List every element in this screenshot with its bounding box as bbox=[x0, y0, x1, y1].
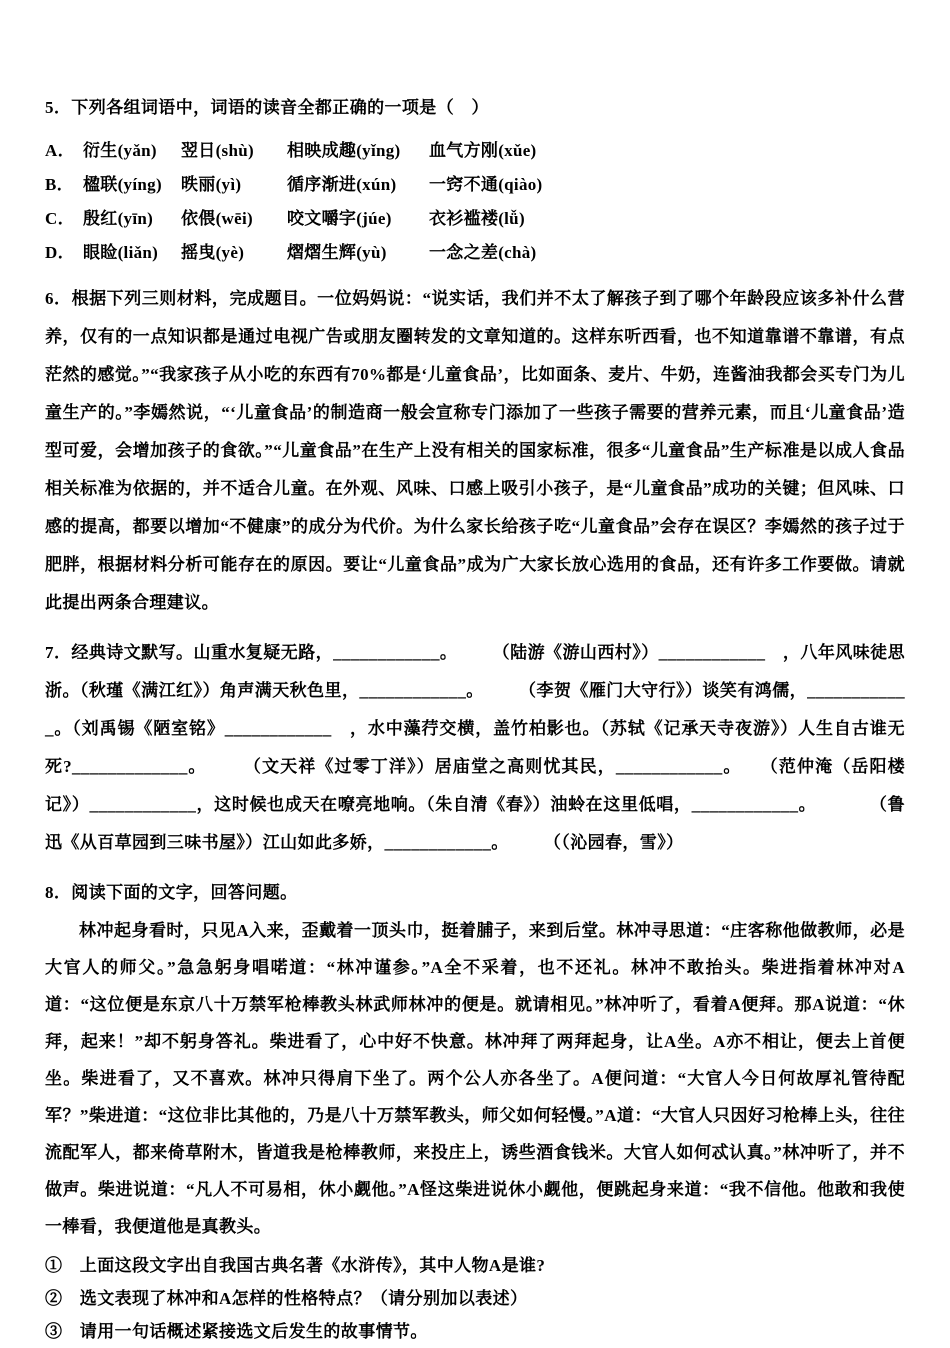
q5-option-b bbox=[45, 168, 905, 202]
q8-passage: 林冲起身看时，只见A入来，歪戴着一顶头巾，挺着脯子，来到后堂。林冲寻思道：“庄客称他做教师，必是大官人的师父。”急急躬身唱喏道：“林冲谨参。”A全不采着，也不还礼。林冲不敢抬头。柴进指着林冲对A道：“这位便是东京八十万禁军枪棒教头林武师林冲的便是。就请相见。”林冲听了，看着A便拜。那A说道：“休拜，起来！”却不躬身答礼。柴进看了，心中好不快意。林冲拜了两拜起身，让A坐。A亦不相让，便去上首便坐。柴进看了，又不喜欢。林冲只得肩下坐了。两个公人亦各坐了。A便问道：“大官人今日何故厚礼管待配军？”柴进道：“这位非比其他的，乃是八十万禁军教头，师父如何轻慢。”A道：“大官人只因好习枪棒上头，往往流配军人，都来倚草附木，皆道我是枪棒教师，来投庄上，诱些酒食钱米。大官人如何忒认真。”林冲听了，并不做声。柴进说道：“凡人不可易相，休小觑他。”A怪这柴进说休小觑他，便跳起身来道：“我不信他。他敢和我使一棒看，我便道他是真教头。 bbox=[45, 921, 905, 1236]
q5-option-c-word-3: 咬文嚼字(júe) bbox=[287, 209, 392, 228]
q5-option-b-word-4: 一窍不通(qiào) bbox=[429, 175, 543, 194]
q5-option-a-word-4: 血气方刚(xǔe) bbox=[429, 141, 537, 160]
q8-sub-questions bbox=[45, 1249, 905, 1348]
q5-option-c bbox=[45, 202, 905, 236]
question-8 bbox=[45, 874, 905, 1348]
q5-option-b-word-3: 循序渐进(xún) bbox=[287, 175, 397, 194]
q5-option-d-word-1: 眼睑(liǎn) bbox=[83, 243, 159, 262]
q8-sub-question-1: ① 上面这段文字出自我国古典名著《水浒传》，其中人物A是谁? bbox=[45, 1256, 546, 1275]
q5-option-d-label: D． bbox=[45, 243, 75, 262]
q5-options bbox=[45, 134, 905, 270]
question-5 bbox=[45, 96, 905, 270]
q5-option-b-word-1: 楹联(yíng) bbox=[83, 175, 162, 194]
q5-option-a-word-2: 翌日(shù) bbox=[181, 141, 254, 160]
q5-title: 5．下列各组词语中，词语的读音全都正确的一项是（ ） bbox=[45, 98, 489, 117]
q5-option-c-label: C． bbox=[45, 209, 75, 228]
q5-option-d-word-2: 摇曳(yè) bbox=[181, 243, 245, 262]
q5-option-b-word-2: 昳丽(yì) bbox=[181, 175, 242, 194]
q5-option-a-label: A． bbox=[45, 141, 75, 160]
q5-option-a-word-3: 相映成趣(yǐng) bbox=[287, 141, 401, 160]
q7-text: 7．经典诗文默写。山重水复疑无路，____________。 （陆游《游山西村》）____________ ，八年风味徒思浙。（秋瑾《满江红》）角声满天秋色里，____________。 （李贺《雁门大守行》）谈笑有鸿儒，____________。（刘禹锡《陋室铭》____________ ，水中藻荇交横，盖竹柏影也。（苏轼《记承天寺夜游》）人生自古谁无死?_____________。 （文天祥《过零丁洋》）居庙堂之高则忧其民，____________。 （范仲淹（岳阳楼记》）____________，这时候也成天在嘹亮地响。（朱自清《春》）油蛉在这里低唱，____________。 （鲁迅《从百草园到三味书屋》）江山如此多娇，____________。 （（沁园春，雪》） bbox=[45, 643, 905, 852]
q5-option-a bbox=[45, 134, 905, 168]
question-6 bbox=[45, 280, 905, 622]
q8-sub-question-2: ② 选文表现了林冲和A怎样的性格特点？（请分别加以表述） bbox=[45, 1289, 528, 1308]
q6-text: 6．根据下列三则材料，完成题目。一位妈妈说：“说实话，我们并不太了解孩子到了哪个年龄段应该多补什么营养，仅有的一点知识都是通过电视广告或朋友圈转发的文章知道的。这样东听西看，也不知道靠谱不靠谱，有点茫然的感觉。”“我家孩子从小吃的东西有70%都是‘儿童食品’，比如面条、麦片、牛奶，连酱油我都会买专门为儿童生产的。”李嫣然说，“‘儿童食品’的制造商一般会宣称专门添加了一些孩子需要的营养元素，而且‘儿童食品’造型可爱，会增加孩子的食欲。”“儿童食品”在生产上没有相关的国家标准，很多“儿童食品”生产标准是以成人食品相关标准为依据的，并不适合儿童。在外观、风味、口感上吸引小孩子，是“儿童食品”成功的关键；但风味、口感的提高，都要以增加“不健康”的成分为代价。为什么家长给孩子吃“儿童食品”会存在误区？李嫣然的孩子过于肥胖，根据材料分析可能存在的原因。要让“儿童食品”成为广大家长放心选用的食品，还有许多工作要做。请就此提出两条合理建议。 bbox=[45, 289, 905, 612]
q5-option-d-word-3: 熠熠生辉(yù) bbox=[287, 243, 387, 262]
question-7 bbox=[45, 634, 905, 862]
q5-option-c-word-1: 殷红(yīn) bbox=[83, 209, 154, 228]
q5-option-c-word-4: 衣衫褴褛(lǚ) bbox=[429, 209, 525, 228]
q5-option-c-word-2: 依偎(wēi) bbox=[181, 209, 253, 228]
q5-option-d-word-4: 一念之差(chà) bbox=[429, 243, 537, 262]
q8-title: 8．阅读下面的文字，回答问题。 bbox=[45, 883, 298, 902]
q5-option-b-label: B． bbox=[45, 175, 74, 194]
q5-option-d bbox=[45, 236, 905, 270]
q8-sub-question-3: ③ 请用一句话概述紧接选文后发生的故事情节。 bbox=[45, 1322, 428, 1341]
q5-option-a-word-1: 衍生(yǎn) bbox=[83, 141, 157, 160]
